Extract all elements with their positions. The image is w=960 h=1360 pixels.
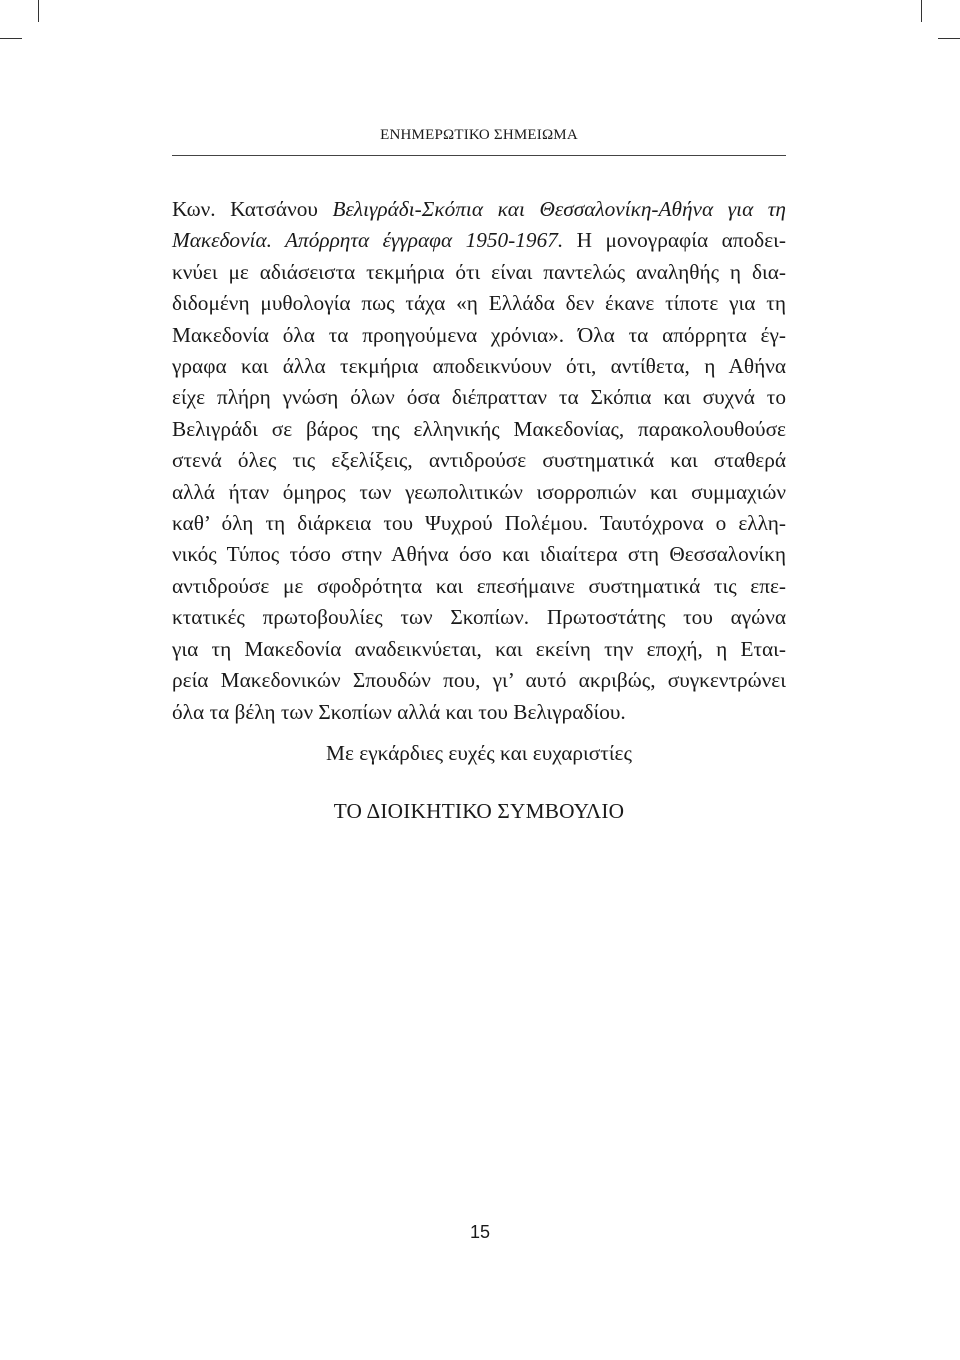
body-line-14: κτατικές πρωτοβουλίες των Σκοπίων. Πρωτοστάτης του αγώνα	[172, 605, 786, 630]
body-line-3: κνύει με αδιάσειστα τεκμήρια ότι είναι παντελώς αναληθής η δια-	[172, 259, 786, 284]
body-line-9: στενά όλες τις εξελίξεις, αντιδρούσε συστηματικά και σταθερά	[172, 448, 786, 473]
body-paragraph	[172, 194, 786, 728]
signature: ΤΟ ΔΙΟΙΚΗΤΙΚΟ ΣΥΜΒΟΥΛΙΟ	[333, 799, 625, 823]
body-line-8: Βελιγράδι σε βάρος της ελληνικής Μακεδονίας, παρακολουθούσε	[172, 416, 786, 441]
body-line-2: Μακεδονία. Απόρρητα έγγραφα 1950-1967. Η μονογραφία αποδει-	[172, 228, 786, 253]
body-line-1: Κων. Κατσάνου Βελιγράδι-Σκόπια και Θεσσαλονίκη-Αθήνα για τη	[172, 197, 786, 221]
crop-mark-top-right	[921, 0, 922, 22]
body-line-16: ρεία Μακεδονικών Σπουδών που, γι’ αυτό ακριβώς, συγκεντρώνει	[172, 668, 786, 693]
running-head: ΕΝΗΜΕΡΩΤΙΚΟ ΣΗΜΕΙΩΜΑ	[380, 127, 578, 143]
header-rule	[172, 155, 786, 156]
body-line-13: αντιδρούσε με σφοδρότητα και επεσήμαινε συστηματικά τις επε-	[172, 573, 786, 598]
body-line-11: καθ’ όλη τη διάρκεια του Ψυχρού Πολέμου. Ταυτόχρονα ο ελλη-	[172, 511, 786, 536]
page-number: 15	[469, 1222, 491, 1242]
body-line-15: για τη Μακεδονία αναδεικνύεται, και εκείνη την εποχή, η Εται-	[172, 636, 786, 661]
crop-mark-left-top	[0, 38, 22, 39]
closing-greeting: Με εγκάρδιες ευχές και ευχαριστίες	[326, 741, 632, 765]
body-line-7: είχε πλήρη γνώση όλων όσα διέπρατταν τα Σκόπια και συχνά το	[172, 385, 786, 410]
body-line-10: αλλά ήταν όμηρος των γεωπολιτικών ισορροπιών και συμμαχιών	[172, 479, 786, 504]
body-line-17: όλα τα βέλη των Σκοπίων αλλά και του Βελιγραδίου.	[172, 699, 626, 724]
crop-mark-top-left	[38, 0, 39, 22]
body-line-5: Μακεδονία όλα τα προηγούμενα χρόνια». Όλα τα απόρρητα έγ-	[172, 322, 786, 347]
crop-mark-right-top	[938, 38, 960, 39]
body-line-12: νικός Τύπος τόσο στην Αθήνα όσο και ιδιαίτερα στη Θεσσαλονίκη	[172, 542, 786, 567]
body-line-4: διδομένη μυθολογία πως τάχα «η Ελλάδα δεν έκανε τίποτε για τη	[172, 291, 786, 316]
body-line-6: γραφα και άλλα τεκμήρια αποδεικνύουν ότι, αντίθετα, η Αθήνα	[172, 354, 786, 379]
